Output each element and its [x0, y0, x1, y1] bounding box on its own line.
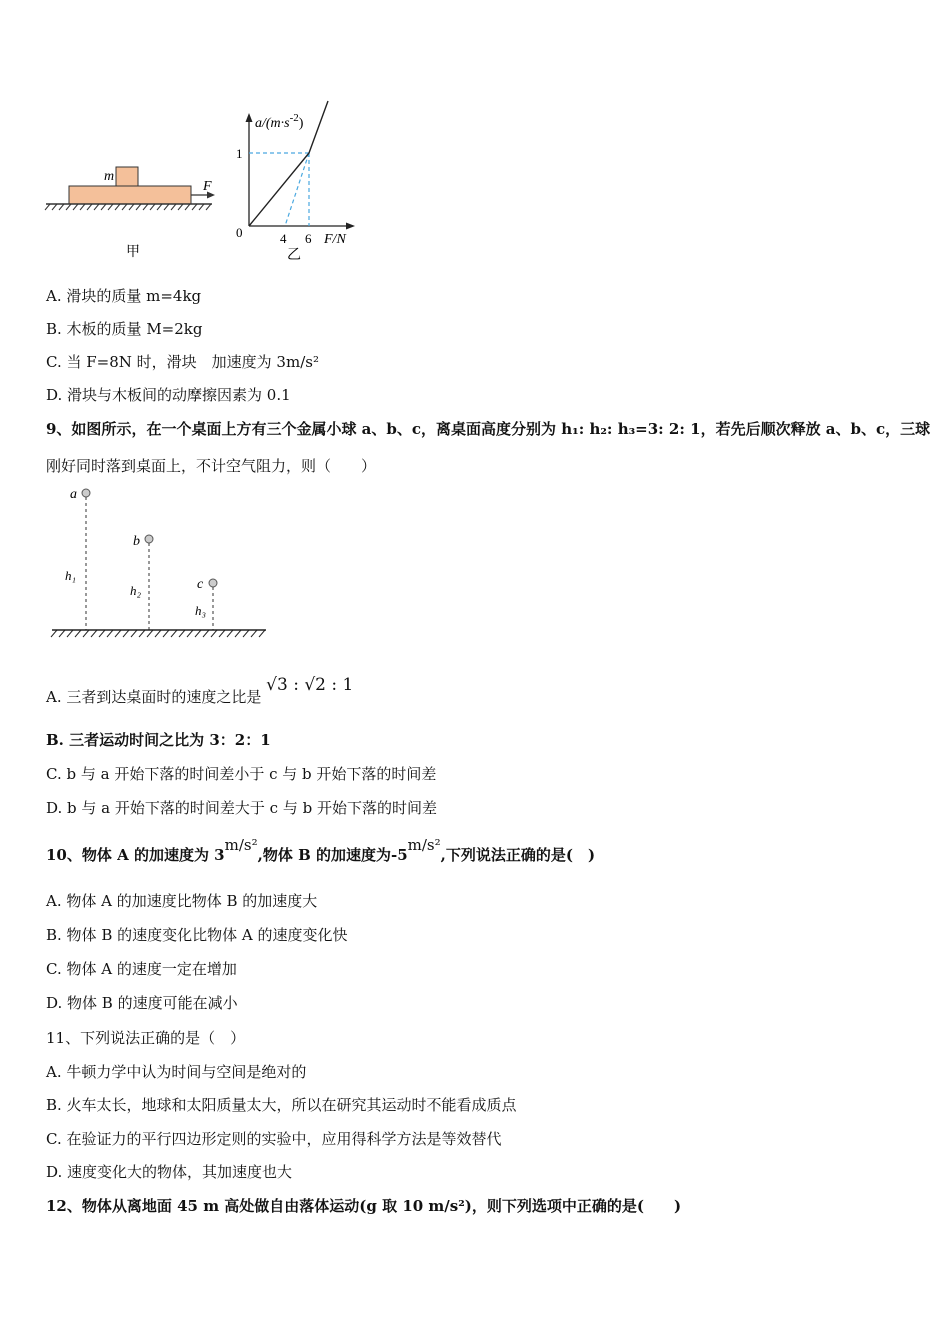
- q10-option-b: B. 物体 B 的速度变化比物体 A 的速度变化快: [46, 926, 348, 944]
- q9-option-c: C. b 与 a 开始下落的时间差小于 c 与 b 开始下落的时间差: [46, 765, 437, 783]
- figure-a-F-graph: [225, 95, 370, 265]
- y-tick-1: 1: [236, 146, 243, 161]
- q9-option-a: [46, 675, 354, 707]
- ball-c: [209, 579, 217, 587]
- q10-stem-part-3: ,下列说法正确的是( ): [440, 846, 596, 864]
- q10-stem: [46, 836, 596, 865]
- figure-block-on-board: [40, 150, 230, 270]
- board: [69, 186, 191, 204]
- q10-unit-2: m/s²: [407, 836, 441, 854]
- ball-a: [82, 489, 90, 497]
- q8-option-c: C. 当 F=8N 时，滑块 加速度为 3m/s²: [46, 353, 319, 371]
- ball-b: [145, 535, 153, 543]
- label-h1: h₁: [65, 568, 77, 583]
- q9-option-b: B. 三者运动时间之比为 3：2：1: [46, 731, 271, 749]
- q11-option-c: C. 在验证力的平行四边形定则的实验中，应用得科学方法是等效替代: [46, 1130, 502, 1148]
- dashed-extension: [285, 153, 309, 226]
- slider-block: [116, 167, 138, 186]
- figure-caption-yi: 乙: [287, 248, 301, 263]
- q10-stem-part-1: 10、物体 A 的加速度为 3: [46, 846, 225, 864]
- figure-three-balls: [46, 482, 276, 644]
- q9-stem-line-2: 刚好同时落到桌面上，不计空气阻力，则（ ）: [46, 457, 377, 475]
- q11-option-a: A. 牛顿力学中认为时间与空间是绝对的: [46, 1063, 307, 1081]
- y-axis-label: $a/(m\cdot s^{-2})$: [255, 112, 304, 131]
- q10-option-c: C. 物体 A 的速度一定在增加: [46, 960, 237, 978]
- label-c: c: [197, 577, 204, 592]
- q8-option-a: A. 滑块的质量 m=4kg: [46, 287, 202, 305]
- label-h2: h₂: [130, 583, 142, 598]
- q10-unit-1: m/s²: [224, 836, 258, 854]
- force-label: F: [203, 179, 212, 194]
- origin-label: 0: [236, 225, 243, 240]
- q9-option-a-formula: √3 : √2 : 1: [266, 675, 354, 695]
- q8-option-d: D. 滑块与木板间的动摩擦因素为 0.1: [46, 386, 291, 404]
- q9-stem-line-1: 9、如图所示，在一个桌面上方有三个金属小球 a、b、c，离桌面高度分别为 h₁: h₂: h₃=3: 2: 1，若先后顺次释放 a、b、c，三球: [46, 420, 931, 438]
- q10-option-a: A. 物体 A 的加速度比物体 B 的加速度大: [46, 892, 318, 910]
- x-tick-4: 4: [280, 231, 287, 246]
- q10-stem-part-2: ,物体 B 的加速度为-5: [257, 846, 408, 864]
- x-axis-label: F/N: [324, 232, 346, 247]
- mass-label: m: [104, 169, 115, 184]
- q8-option-b: B. 木板的质量 M=2kg: [46, 320, 203, 338]
- label-b: b: [133, 534, 140, 549]
- q10-option-d: D. 物体 B 的速度可能在减小: [46, 994, 238, 1012]
- figure-caption-jia: 甲: [126, 245, 140, 260]
- q11-stem: 11、下列说法正确的是（ ）: [46, 1029, 246, 1047]
- q11-option-b: B. 火车太长，地球和太阳质量太大，所以在研究其运动时不能看成质点: [46, 1096, 517, 1114]
- q11-option-d: D. 速度变化大的物体，其加速度也大: [46, 1163, 293, 1181]
- q9-option-a-text: A. 三者到达桌面时的速度之比是: [46, 688, 262, 706]
- x-tick-6: 6: [305, 231, 312, 246]
- label-a: a: [70, 487, 77, 502]
- label-h3: h₃: [195, 603, 207, 618]
- q9-option-d: D. b 与 a 开始下落的时间差大于 c 与 b 开始下落的时间差: [46, 799, 437, 817]
- q12-stem: 12、物体从离地面 45 m 高处做自由落体运动(g 取 10 m/s²)，则下列选项中正确的是( ): [46, 1197, 682, 1215]
